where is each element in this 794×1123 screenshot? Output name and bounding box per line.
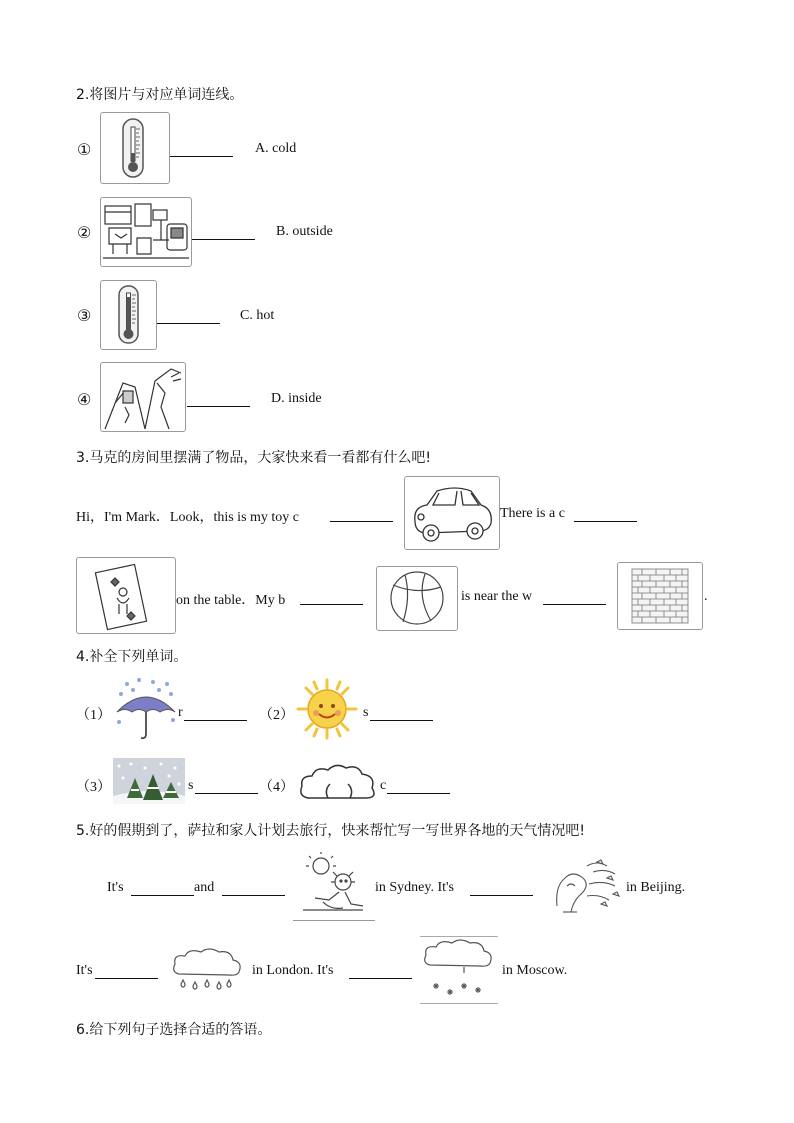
thermometer-hot-icon: [100, 280, 157, 350]
q5-london: in London. It's: [252, 963, 334, 978]
q2-num-4: ④: [77, 392, 92, 409]
q4-blank-3[interactable]: [195, 779, 258, 794]
q2-word-d: D. inside: [271, 391, 322, 406]
q4-num-1: （1）: [76, 708, 111, 723]
q5-blank-beijing[interactable]: [470, 881, 533, 896]
q3-line2-text-a: on the table．My b: [176, 593, 286, 608]
room-interior-icon: [100, 197, 192, 267]
q4-letter-4: c: [380, 778, 387, 793]
q2-word-c: C. hot: [240, 308, 275, 323]
q6-heading: 6.给下列句子选择合适的答语。: [76, 1022, 272, 1038]
q2-line-2[interactable]: [192, 225, 255, 240]
q5-beijing: in Beijing.: [626, 880, 686, 895]
outdoor-scene-icon: [100, 362, 186, 432]
q4-letter-1: r: [178, 705, 183, 720]
thermometer-cold-icon: [100, 112, 170, 184]
q5-sydney: in Sydney. It's: [375, 880, 455, 895]
q5-moscow: in Moscow.: [502, 963, 568, 978]
sunny-boy-icon: [293, 852, 375, 921]
cloud-icon: [298, 760, 378, 806]
q4-num-4: （4）: [259, 780, 294, 795]
rain-cloud-icon: [171, 944, 243, 994]
q5-blank-moscow[interactable]: [349, 964, 412, 979]
q3-line1-text-b: There is a c: [500, 506, 565, 521]
umbrella-rain-icon: [113, 676, 179, 742]
q4-blank-1[interactable]: [184, 706, 247, 721]
sun-icon: [290, 676, 364, 742]
q5-blank-sydney-1[interactable]: [131, 881, 194, 896]
q2-num-1: ①: [77, 142, 92, 159]
windy-tree-icon: [543, 856, 623, 918]
q3-blank-card[interactable]: [574, 507, 637, 522]
q3-heading: 3.马克的房间里摆满了物品，大家快来看一看都有什么吧!: [76, 450, 431, 466]
q4-blank-2[interactable]: [370, 706, 433, 721]
q3-line1-text-a: Hi，I'm Mark．Look，this is my toy c: [76, 510, 300, 525]
snow-cloud-icon: [420, 936, 498, 1004]
q2-line-3[interactable]: [157, 309, 220, 324]
q5-blank-london[interactable]: [95, 964, 158, 979]
q5-blank-sydney-2[interactable]: [222, 881, 285, 896]
q2-line-4[interactable]: [187, 392, 250, 407]
q5-and: and: [194, 880, 215, 895]
toy-car-icon: [404, 476, 500, 550]
q3-blank-wall[interactable]: [543, 590, 606, 605]
q4-num-3: （3）: [76, 780, 111, 795]
q4-heading: 4.补全下列单词。: [76, 649, 188, 665]
q4-num-2: （2）: [259, 708, 294, 723]
q2-num-2: ②: [77, 225, 92, 242]
brick-wall-icon: [617, 562, 703, 630]
q3-blank-toy-car[interactable]: [330, 507, 393, 522]
q2-num-3: ③: [77, 308, 92, 325]
q5-heading: 5.好的假期到了，萨拉和家人计划去旅行，快来帮忙写一写世界各地的天气情况吧!: [76, 823, 585, 839]
q2-heading: 2.将图片与对应单词连线。: [76, 87, 244, 103]
q5-its-1: It's: [107, 880, 124, 895]
playing-card-icon: [76, 557, 176, 634]
snowy-trees-icon: [113, 758, 185, 804]
q4-letter-2: s: [363, 705, 369, 720]
q3-line2-end: .: [704, 589, 708, 604]
q3-line2-text-b: is near the w: [461, 589, 533, 604]
q2-line-1[interactable]: [170, 142, 233, 157]
q5-its-2: It's: [76, 963, 93, 978]
q2-word-a: A. cold: [255, 141, 297, 156]
q4-letter-3: s: [188, 778, 194, 793]
q3-blank-ball[interactable]: [300, 590, 363, 605]
q4-blank-4[interactable]: [387, 779, 450, 794]
beach-ball-icon: [376, 566, 458, 631]
q2-word-b: B. outside: [276, 224, 333, 239]
